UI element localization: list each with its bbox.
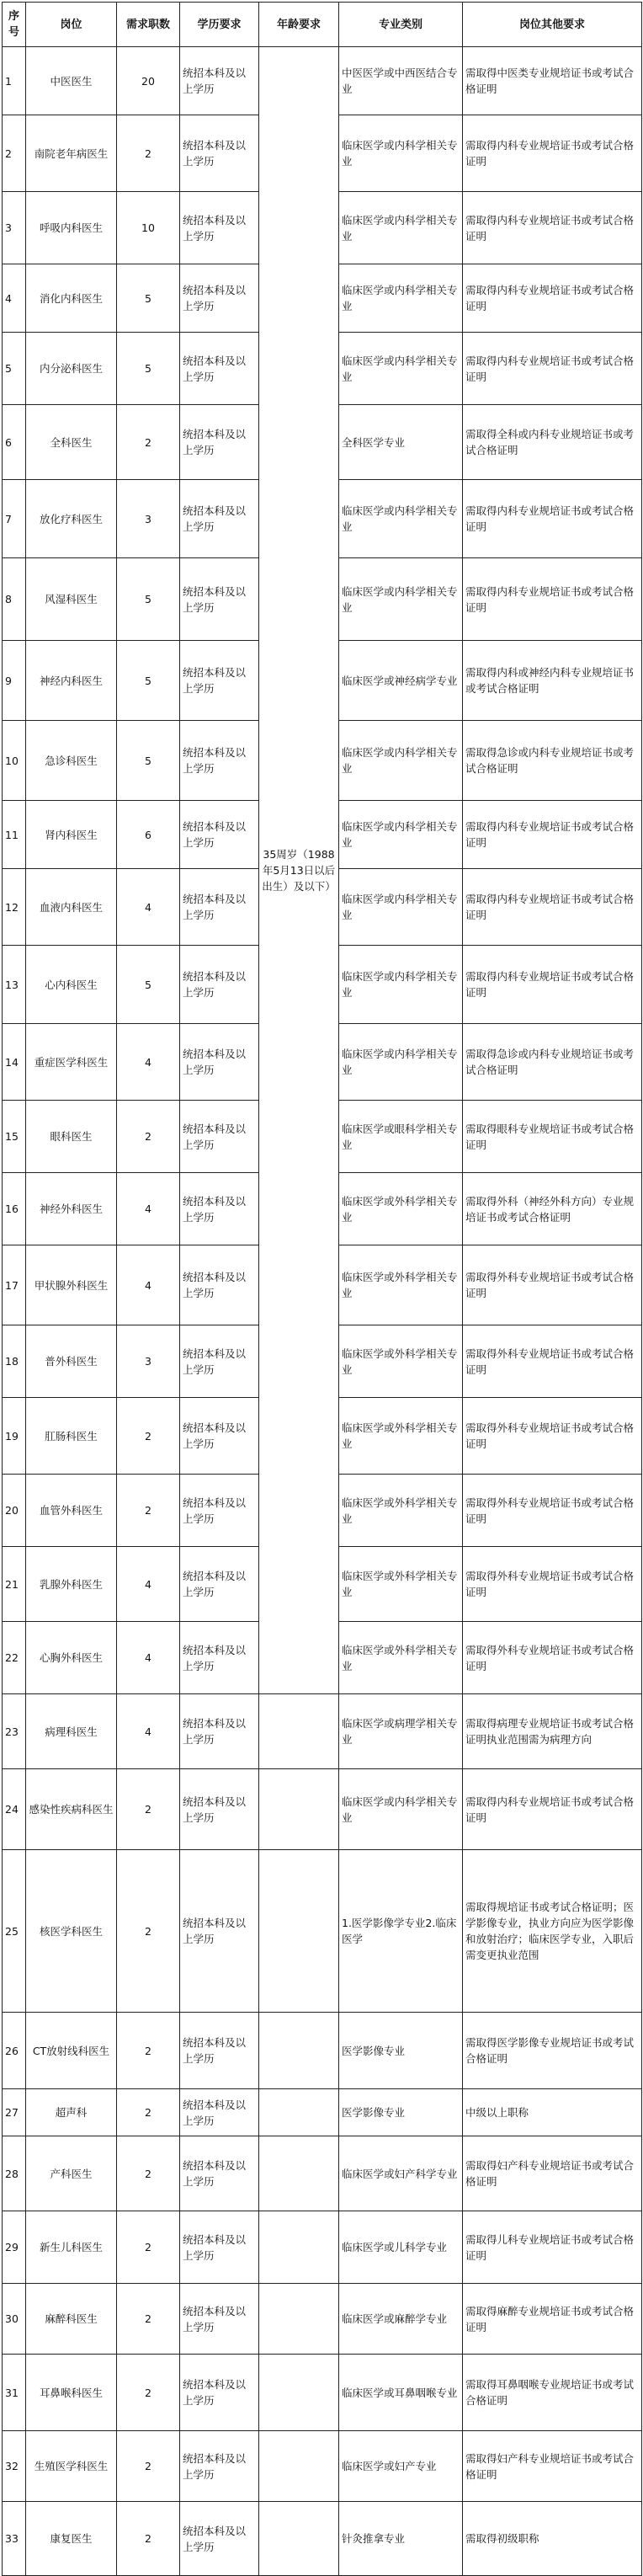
post-name: 血液内科医生 [26,869,117,946]
table-row [3,2136,642,2211]
row-number: 32 [3,2431,26,2502]
post-count: 2 [117,2502,180,2576]
row-number: 28 [3,2136,26,2211]
header-row [3,3,642,47]
education-requirement: 统招本科及以上学历 [180,1769,259,1850]
post-name: 风湿科医生 [26,558,117,641]
row-number: 31 [3,2355,26,2431]
header-major: 专业类别 [339,3,463,47]
post-name: 康复医生 [26,2502,117,2576]
other-requirements: 需取得中医类专业规培证书或考试合格证明 [463,47,642,115]
post-count: 4 [117,1245,180,1325]
row-number: 18 [3,1325,26,1398]
major-category: 临床医学或儿科学专业 [339,2211,463,2284]
other-requirements: 需取得妇产科专业规培证书或考试合格证明 [463,2136,642,2211]
post-count: 5 [117,641,180,721]
education-requirement: 统招本科及以上学历 [180,2211,259,2284]
major-category: 1.医学影像学专业2.临床医学 [339,1850,463,2013]
row-number: 2 [3,115,26,192]
table-row [3,2284,642,2355]
education-requirement: 统招本科及以上学历 [180,1850,259,2013]
post-count: 5 [117,558,180,641]
table-row [3,2013,642,2089]
row-number: 21 [3,1547,26,1622]
post-name: 核医学科医生 [26,1850,117,2013]
post-count: 5 [117,333,180,405]
other-requirements: 需取得外科专业规培证书或考试合格证明 [463,1398,642,1475]
post-name: 麻醉科医生 [26,2284,117,2355]
major-category: 临床医学或外科学相关专业 [339,1475,463,1547]
major-category: 临床医学或内科学相关专业 [339,115,463,192]
other-requirements: 需取得病理专业规培证书或考试合格证明执业范围需为病理方向 [463,1694,642,1769]
row-number: 3 [3,192,26,264]
post-count: 4 [117,1173,180,1245]
age-requirement-empty [259,1694,339,1769]
education-requirement: 统招本科及以上学历 [180,2502,259,2576]
row-number: 16 [3,1173,26,1245]
row-number: 30 [3,2284,26,2355]
major-category: 临床医学或内科学相关专业 [339,721,463,801]
recruitment-table [2,2,642,2576]
row-number: 5 [3,333,26,405]
post-name: 南院老年病医生 [26,115,117,192]
other-requirements: 需取得儿科专业规培证书或考试合格证明 [463,2211,642,2284]
post-name: 普外科医生 [26,1325,117,1398]
major-category: 临床医学或内科学相关专业 [339,480,463,558]
other-requirements: 需取得外科专业规培证书或考试合格证明 [463,1245,642,1325]
other-requirements: 需取得内科专业规培证书或考试合格证明 [463,115,642,192]
table-row [3,1850,642,2013]
major-category: 临床医学或麻醉学专业 [339,2284,463,2355]
row-number: 22 [3,1622,26,1694]
major-category: 中医医学或中西医结合专业 [339,47,463,115]
post-name: 生殖医学科医生 [26,2431,117,2502]
education-requirement: 统招本科及以上学历 [180,1101,259,1173]
education-requirement: 统招本科及以上学历 [180,115,259,192]
row-number: 26 [3,2013,26,2089]
other-requirements: 需取得眼科专业规培证书或考试合格证明 [463,1101,642,1173]
education-requirement: 统招本科及以上学历 [180,721,259,801]
major-category: 临床医学或外科学相关专业 [339,1173,463,1245]
row-number: 29 [3,2211,26,2284]
other-requirements: 中级以上职称 [463,2089,642,2136]
row-number: 11 [3,801,26,869]
header-post: 岗位 [26,3,117,47]
other-requirements: 需取得妇产科专业规培证书或考试合格证明 [463,2431,642,2502]
post-name: 急诊科医生 [26,721,117,801]
major-category: 临床医学或耳鼻咽喉专业 [339,2355,463,2431]
major-category: 临床医学或内科学相关专业 [339,1769,463,1850]
education-requirement: 统招本科及以上学历 [180,1694,259,1769]
row-number: 15 [3,1101,26,1173]
row-number: 12 [3,869,26,946]
post-name: 甲状腺外科医生 [26,1245,117,1325]
other-requirements: 需取得外科专业规培证书或考试合格证明 [463,1547,642,1622]
education-requirement: 统招本科及以上学历 [180,1475,259,1547]
post-count: 6 [117,801,180,869]
other-requirements: 需取得内科专业规培证书或考试合格证明 [463,192,642,264]
education-requirement: 统招本科及以上学历 [180,1547,259,1622]
post-name: CT放射线科医生 [26,2013,117,2089]
table-row [3,1694,642,1769]
other-requirements: 需取得内科专业规培证书或考试合格证明 [463,558,642,641]
age-requirement-empty [259,2211,339,2284]
post-name: 肛肠科医生 [26,1398,117,1475]
post-name: 全科医生 [26,405,117,480]
major-category: 临床医学或外科学相关专业 [339,1547,463,1622]
major-category: 临床医学或内科学相关专业 [339,558,463,641]
age-requirement-empty [259,2013,339,2089]
post-count: 2 [117,405,180,480]
other-requirements: 需取得初级职称 [463,2502,642,2576]
other-requirements: 需取得急诊或内科专业规培证书或考试合格证明 [463,1024,642,1101]
age-requirement-empty [259,2431,339,2502]
row-number: 20 [3,1475,26,1547]
other-requirements: 需取得内科专业规培证书或考试合格证明 [463,1769,642,1850]
table-row [3,2089,642,2136]
major-category: 临床医学或外科学相关专业 [339,1325,463,1398]
row-number: 13 [3,946,26,1024]
post-count: 2 [117,115,180,192]
post-name: 重症医学科医生 [26,1024,117,1101]
row-number: 24 [3,1769,26,1850]
row-number: 6 [3,405,26,480]
post-name: 耳鼻喉科医生 [26,2355,117,2431]
row-number: 8 [3,558,26,641]
age-requirement: 35周岁（1988年5月13日以后出生）及以下） [259,47,339,1694]
row-number: 27 [3,2089,26,2136]
education-requirement: 统招本科及以上学历 [180,480,259,558]
education-requirement: 统招本科及以上学历 [180,1024,259,1101]
education-requirement: 统招本科及以上学历 [180,641,259,721]
post-name: 中医医生 [26,47,117,115]
major-category: 临床医学或外科学相关专业 [339,1245,463,1325]
education-requirement: 统招本科及以上学历 [180,2431,259,2502]
education-requirement: 统招本科及以上学历 [180,2013,259,2089]
education-requirement: 统招本科及以上学历 [180,405,259,480]
other-requirements: 需取得内科或神经内科专业规培证书或考试合格证明 [463,641,642,721]
other-requirements: 需取得内科专业规培证书或考试合格证明 [463,801,642,869]
major-category: 临床医学或内科学相关专业 [339,264,463,333]
post-count: 2 [117,2284,180,2355]
other-requirements: 需取得外科专业规培证书或考试合格证明 [463,1475,642,1547]
post-count: 2 [117,1101,180,1173]
row-number: 17 [3,1245,26,1325]
education-requirement: 统招本科及以上学历 [180,1622,259,1694]
major-category: 临床医学或神经病学专业 [339,641,463,721]
major-category: 针灸推拿专业 [339,2502,463,2576]
post-count: 4 [117,1694,180,1769]
education-requirement: 统招本科及以上学历 [180,2136,259,2211]
post-name: 呼吸内科医生 [26,192,117,264]
row-number: 23 [3,1694,26,1769]
post-count: 3 [117,480,180,558]
header-other: 岗位其他要求 [463,3,642,47]
post-count: 2 [117,1398,180,1475]
row-number: 10 [3,721,26,801]
age-requirement-empty [259,2136,339,2211]
age-requirement-empty [259,1769,339,1850]
other-requirements: 需取得外科专业规培证书或考试合格证明 [463,1325,642,1398]
major-category: 临床医学或外科学相关专业 [339,1622,463,1694]
post-count: 4 [117,1547,180,1622]
major-category: 临床医学或内科学相关专业 [339,869,463,946]
post-count: 2 [117,2211,180,2284]
other-requirements: 需取得急诊或内科专业规培证书或考试合格证明 [463,721,642,801]
education-requirement: 统招本科及以上学历 [180,558,259,641]
other-requirements: 需取得耳鼻咽喉专业规培证书或考试合格证明 [463,2355,642,2431]
post-count: 5 [117,721,180,801]
post-count: 5 [117,946,180,1024]
age-requirement-empty [259,1850,339,2013]
other-requirements: 需取得外科专业规培证书或考试合格证明 [463,1622,642,1694]
post-count: 2 [117,2089,180,2136]
post-name: 神经内科医生 [26,641,117,721]
table-row [3,47,642,115]
education-requirement: 统招本科及以上学历 [180,2355,259,2431]
major-category: 临床医学或病理学相关专业 [339,1694,463,1769]
other-requirements: 需取得内科专业规培证书或考试合格证明 [463,333,642,405]
post-name: 消化内科医生 [26,264,117,333]
major-category: 临床医学或内科学相关专业 [339,333,463,405]
age-requirement-empty [259,2284,339,2355]
major-category: 临床医学或内科学相关专业 [339,192,463,264]
other-requirements: 需取得内科专业规培证书或考试合格证明 [463,480,642,558]
major-category: 临床医学或妇产专业 [339,2431,463,2502]
age-requirement-empty [259,2355,339,2431]
post-name: 感染性疾病科医生 [26,1769,117,1850]
other-requirements: 需取得内科专业规培证书或考试合格证明 [463,946,642,1024]
major-category: 临床医学或外科学相关专业 [339,1398,463,1475]
table-row [3,2355,642,2431]
education-requirement: 统招本科及以上学历 [180,47,259,115]
row-number: 9 [3,641,26,721]
other-requirements: 需取得规培证书或考试合格证明；医学影像专业，执业方向应为医学影像和放射治疗；临床医学专业，入职后需变更执业范围 [463,1850,642,2013]
row-number: 1 [3,47,26,115]
table-body [3,47,642,2576]
post-count: 2 [117,2013,180,2089]
header-age: 年龄要求 [259,3,339,47]
education-requirement: 统招本科及以上学历 [180,1398,259,1475]
major-category: 临床医学或内科学相关专业 [339,801,463,869]
other-requirements: 需取得全科或内科专业规培证书或考试合格证明 [463,405,642,480]
other-requirements: 需取得内科专业规培证书或考试合格证明 [463,264,642,333]
major-category: 临床医学或妇产科学专业 [339,2136,463,2211]
other-requirements: 需取得医学影像专业规培证书或考试合格证明 [463,2013,642,2089]
education-requirement: 统招本科及以上学历 [180,192,259,264]
header-education: 学历要求 [180,3,259,47]
major-category: 临床医学或内科学相关专业 [339,1024,463,1101]
row-number: 7 [3,480,26,558]
education-requirement: 统招本科及以上学历 [180,264,259,333]
row-number: 4 [3,264,26,333]
post-name: 乳腺外科医生 [26,1547,117,1622]
age-requirement-empty [259,2089,339,2136]
post-count: 20 [117,47,180,115]
post-name: 眼科医生 [26,1101,117,1173]
education-requirement: 统招本科及以上学历 [180,2284,259,2355]
row-number: 19 [3,1398,26,1475]
table-row [3,2431,642,2502]
row-number: 14 [3,1024,26,1101]
row-number: 25 [3,1850,26,2013]
post-count: 2 [117,1850,180,2013]
post-name: 病理科医生 [26,1694,117,1769]
major-category: 全科医学专业 [339,405,463,480]
education-requirement: 统招本科及以上学历 [180,801,259,869]
post-name: 产科医生 [26,2136,117,2211]
row-number: 33 [3,2502,26,2576]
post-name: 心内科医生 [26,946,117,1024]
post-name: 神经外科医生 [26,1173,117,1245]
education-requirement: 统招本科及以上学历 [180,1245,259,1325]
education-requirement: 统招本科及以上学历 [180,869,259,946]
other-requirements: 需取得麻醉专业规培证书或考试合格证明 [463,2284,642,2355]
post-count: 2 [117,2431,180,2502]
table-row [3,1769,642,1850]
education-requirement: 统招本科及以上学历 [180,1325,259,1398]
major-category: 临床医学或眼科学相关专业 [339,1101,463,1173]
education-requirement: 统招本科及以上学历 [180,2089,259,2136]
post-count: 4 [117,869,180,946]
post-name: 心胸外科医生 [26,1622,117,1694]
education-requirement: 统招本科及以上学历 [180,333,259,405]
header-count: 需求职数 [117,3,180,47]
post-name: 新生儿科医生 [26,2211,117,2284]
header-no: 序号 [3,3,26,47]
post-name: 超声科 [26,2089,117,2136]
table-row [3,2211,642,2284]
major-category: 医学影像专业 [339,2013,463,2089]
post-count: 3 [117,1325,180,1398]
post-name: 放化疗科医生 [26,480,117,558]
post-count: 10 [117,192,180,264]
post-count: 2 [117,1475,180,1547]
post-name: 肾内科医生 [26,801,117,869]
post-name: 血管外科医生 [26,1475,117,1547]
major-category: 临床医学或内科学相关专业 [339,946,463,1024]
post-count: 4 [117,1622,180,1694]
other-requirements: 需取得内科专业规培证书或考试合格证明 [463,869,642,946]
table-row [3,2502,642,2576]
education-requirement: 统招本科及以上学历 [180,1173,259,1245]
post-count: 4 [117,1024,180,1101]
post-count: 2 [117,2136,180,2211]
education-requirement: 统招本科及以上学历 [180,946,259,1024]
post-name: 内分泌科医生 [26,333,117,405]
age-requirement-empty [259,2502,339,2576]
other-requirements: 需取得外科（神经外科方向）专业规培证书或考试合格证明 [463,1173,642,1245]
post-count: 2 [117,2355,180,2431]
post-count: 5 [117,264,180,333]
post-count: 2 [117,1769,180,1850]
major-category: 医学影像专业 [339,2089,463,2136]
